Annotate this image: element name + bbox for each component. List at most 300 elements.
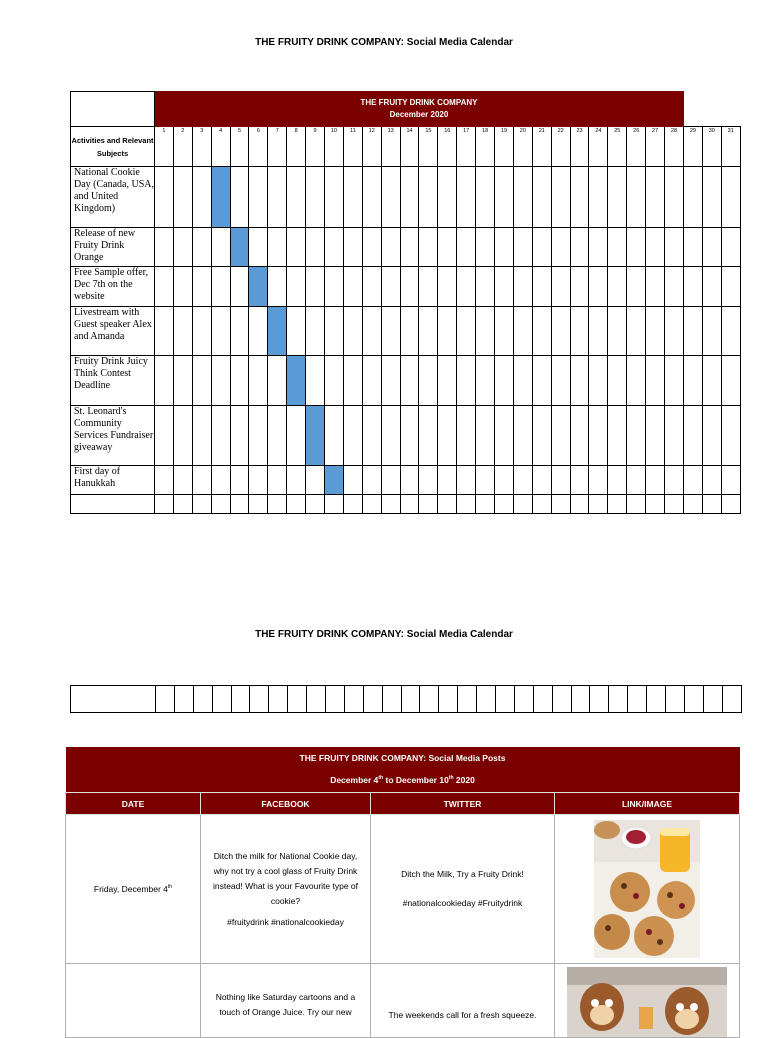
day-cell	[551, 167, 570, 228]
day-cell	[570, 307, 589, 356]
day-header: 13	[381, 127, 400, 167]
empty-cell	[570, 495, 589, 514]
day-cell	[513, 267, 532, 307]
day-cell	[495, 267, 514, 307]
day-cell	[249, 228, 268, 267]
day-cell	[495, 307, 514, 356]
day-cell	[513, 167, 532, 228]
day-cell	[476, 307, 495, 356]
document-title: THE FRUITY DRINK COMPANY: Social Media Calendar	[255, 37, 513, 48]
gantt-banner	[155, 92, 684, 127]
day-cell	[457, 267, 476, 307]
empty-cell	[457, 495, 476, 514]
day-cell	[268, 406, 287, 466]
day-cell	[721, 267, 740, 307]
grid-cell	[703, 686, 722, 713]
facebook-post	[201, 815, 371, 964]
day-cell	[627, 466, 646, 495]
day-cell	[287, 267, 306, 307]
day-cell	[362, 356, 381, 406]
activity-row	[71, 267, 741, 307]
day-cell	[268, 228, 287, 267]
day-cell	[721, 307, 740, 356]
day-cell	[287, 307, 306, 356]
day-cell	[362, 307, 381, 356]
day-cell	[249, 356, 268, 406]
day-cell	[646, 406, 665, 466]
facebook-post-text: Ditch the milk for National Cookie day, why not try a cool glass of Fruity Drink instead! What is your Favourite type of cookie?	[212, 850, 359, 906]
empty-cell	[155, 495, 174, 514]
day-cell	[400, 307, 419, 356]
grid-cell	[326, 686, 345, 713]
day-cell	[362, 267, 381, 307]
day-cell	[608, 356, 627, 406]
day-cell	[325, 167, 344, 228]
second-grid	[70, 685, 742, 713]
day-cell	[608, 228, 627, 267]
day-header: 27	[646, 127, 665, 167]
day-cell	[646, 228, 665, 267]
day-cell	[721, 228, 740, 267]
empty-cell	[381, 495, 400, 514]
header-twitter: TWITTER	[371, 793, 555, 815]
day-cell	[173, 466, 192, 495]
day-cell	[608, 406, 627, 466]
twitter-post	[371, 815, 555, 964]
grid-cell	[212, 686, 231, 713]
day-cell	[495, 167, 514, 228]
gantt-banner-gap	[683, 92, 740, 127]
empty-cell	[249, 495, 268, 514]
document-title-2: THE FRUITY DRINK COMPANY: Social Media Calendar	[255, 629, 513, 640]
day-cell	[570, 167, 589, 228]
grid-cell	[401, 686, 420, 713]
day-cell	[438, 167, 457, 228]
day-cell	[683, 356, 702, 406]
day-header: 3	[192, 127, 211, 167]
day-cell	[532, 167, 551, 228]
day-cell	[343, 307, 362, 356]
day-cell	[721, 466, 740, 495]
day-cell	[457, 167, 476, 228]
empty-cell	[476, 495, 495, 514]
activity-label: First day of Hanukkah	[71, 466, 155, 495]
day-cell	[287, 466, 306, 495]
day-cell	[627, 356, 646, 406]
grid-cell	[439, 686, 458, 713]
day-cell	[173, 228, 192, 267]
activity-label: Fruity Drink Juicy Think Contest Deadline	[71, 356, 155, 406]
day-cell	[362, 466, 381, 495]
day-cell	[702, 406, 721, 466]
day-header: 10	[325, 127, 344, 167]
day-cell	[438, 267, 457, 307]
activity-label: Free Sample offer, Dec 7th on the website	[71, 267, 155, 307]
day-cell	[230, 167, 249, 228]
schedule-bar	[287, 356, 306, 406]
cookies-juice-image	[594, 820, 700, 958]
empty-cell	[589, 495, 608, 514]
gantt-company: THE FRUITY DRINK COMPANY	[360, 98, 478, 107]
day-cell	[381, 167, 400, 228]
day-cell	[400, 228, 419, 267]
day-cell	[608, 466, 627, 495]
day-cell	[192, 267, 211, 307]
day-cell	[532, 228, 551, 267]
day-header: 11	[343, 127, 362, 167]
empty-cell	[400, 495, 419, 514]
day-cell	[551, 466, 570, 495]
day-cell	[476, 356, 495, 406]
day-header: 28	[665, 127, 684, 167]
header-date: DATE	[66, 793, 201, 815]
day-cell	[570, 267, 589, 307]
activity-row	[71, 307, 741, 356]
day-cell	[343, 466, 362, 495]
day-cell	[608, 307, 627, 356]
day-header: 17	[457, 127, 476, 167]
day-cell	[532, 356, 551, 406]
day-cell	[230, 466, 249, 495]
day-header: 9	[306, 127, 325, 167]
second-grid-row	[71, 686, 742, 713]
day-header: 4	[211, 127, 230, 167]
grid-cell	[628, 686, 647, 713]
day-cell	[173, 167, 192, 228]
day-cell	[665, 466, 684, 495]
day-cell	[627, 228, 646, 267]
empty-cell	[362, 495, 381, 514]
day-cell	[287, 406, 306, 466]
day-cell	[230, 406, 249, 466]
empty-cell	[532, 495, 551, 514]
grid-cell	[722, 686, 741, 713]
day-header: 7	[268, 127, 287, 167]
posts-table	[65, 747, 740, 1038]
schedule-bar	[211, 167, 230, 228]
day-header: 16	[438, 127, 457, 167]
day-cell	[438, 466, 457, 495]
day-cell	[211, 228, 230, 267]
day-cell	[268, 356, 287, 406]
day-cell	[325, 356, 344, 406]
post-row	[66, 964, 740, 1038]
day-cell	[721, 167, 740, 228]
day-header: 22	[551, 127, 570, 167]
cartoon-image	[567, 967, 727, 1037]
day-header: 30	[702, 127, 721, 167]
day-cell	[702, 228, 721, 267]
day-cell	[400, 267, 419, 307]
grid-cell	[647, 686, 666, 713]
day-cell	[551, 356, 570, 406]
activity-row	[71, 466, 741, 495]
day-cell	[155, 307, 174, 356]
day-cell	[702, 356, 721, 406]
empty-cell	[192, 495, 211, 514]
activity-label: Livestream with Guest speaker Alex and Amanda	[71, 307, 155, 356]
grid-cell	[156, 686, 175, 713]
day-cell	[627, 267, 646, 307]
twitter-post-2: The weekends call for a fresh squeeze.	[371, 964, 555, 1038]
day-cell	[192, 307, 211, 356]
grid-cell	[477, 686, 496, 713]
day-cell	[495, 228, 514, 267]
empty-cell	[665, 495, 684, 514]
gantt-month: December 2020	[389, 110, 449, 119]
day-header: 18	[476, 127, 495, 167]
day-cell	[211, 466, 230, 495]
day-cell	[419, 406, 438, 466]
day-cell	[306, 307, 325, 356]
day-cell	[476, 466, 495, 495]
day-cell	[589, 228, 608, 267]
day-cell	[155, 466, 174, 495]
day-cell	[627, 307, 646, 356]
day-cell	[608, 167, 627, 228]
day-cell	[646, 267, 665, 307]
day-header: 29	[683, 127, 702, 167]
day-cell	[192, 466, 211, 495]
day-cell	[646, 356, 665, 406]
day-cell	[287, 167, 306, 228]
grid-cell	[269, 686, 288, 713]
day-cell	[551, 228, 570, 267]
post-image-cell-2	[555, 964, 740, 1038]
grid-cell	[250, 686, 269, 713]
day-cell	[495, 466, 514, 495]
day-cell	[665, 267, 684, 307]
day-cell	[665, 406, 684, 466]
day-cell	[325, 267, 344, 307]
header-facebook: FACEBOOK	[201, 793, 371, 815]
empty-cell	[721, 495, 740, 514]
day-cell	[343, 228, 362, 267]
schedule-bar	[325, 466, 344, 495]
day-cell	[325, 228, 344, 267]
day-cell	[362, 228, 381, 267]
day-cell	[665, 356, 684, 406]
grid-cell	[288, 686, 307, 713]
day-cell	[665, 167, 684, 228]
day-cell	[551, 267, 570, 307]
day-cell	[173, 267, 192, 307]
day-header: 26	[627, 127, 646, 167]
day-cell	[532, 406, 551, 466]
day-cell	[589, 307, 608, 356]
grid-cell	[496, 686, 515, 713]
activity-row	[71, 356, 741, 406]
grid-cell	[71, 686, 156, 713]
empty-cell	[343, 495, 362, 514]
post-date: Friday, December 4th	[66, 815, 201, 964]
day-header: 12	[362, 127, 381, 167]
day-cell	[400, 466, 419, 495]
facebook-post-tags: #fruitydrink #nationalcookieday	[227, 916, 344, 927]
day-cell	[438, 307, 457, 356]
day-cell	[702, 307, 721, 356]
day-cell	[532, 466, 551, 495]
empty-cell	[513, 495, 532, 514]
day-header: 5	[230, 127, 249, 167]
day-cell	[513, 307, 532, 356]
empty-cell	[419, 495, 438, 514]
facebook-post-2: Nothing like Saturday cartoons and a touch of Orange Juice. Try our new	[201, 964, 371, 1038]
empty-cell	[211, 495, 230, 514]
day-cell	[683, 307, 702, 356]
day-cell	[173, 406, 192, 466]
day-cell	[589, 466, 608, 495]
day-cell	[287, 228, 306, 267]
grid-cell	[571, 686, 590, 713]
day-cell	[457, 466, 476, 495]
activity-label: St. Leonard's Community Services Fundraiser giveaway	[71, 406, 155, 466]
day-cell	[608, 267, 627, 307]
grid-cell	[552, 686, 571, 713]
twitter-post-text: Ditch the Milk, Try a Fruity Drink!	[401, 869, 524, 879]
day-cell	[400, 406, 419, 466]
day-cell	[362, 167, 381, 228]
day-cell	[343, 167, 362, 228]
day-cell	[438, 228, 457, 267]
day-cell	[192, 167, 211, 228]
day-cell	[721, 356, 740, 406]
day-cell	[457, 228, 476, 267]
day-cell	[306, 228, 325, 267]
schedule-bar	[268, 307, 287, 356]
day-cell	[532, 307, 551, 356]
empty-cell	[306, 495, 325, 514]
grid-cell	[684, 686, 703, 713]
day-cell	[457, 406, 476, 466]
empty-cell	[646, 495, 665, 514]
day-cell	[400, 167, 419, 228]
day-cell	[438, 356, 457, 406]
day-cell	[419, 267, 438, 307]
day-cell	[381, 267, 400, 307]
empty-cell	[268, 495, 287, 514]
day-header: 21	[532, 127, 551, 167]
day-cell	[230, 356, 249, 406]
day-cell	[570, 356, 589, 406]
day-cell	[343, 267, 362, 307]
day-cell	[683, 466, 702, 495]
activity-row	[71, 406, 741, 466]
schedule-bar	[306, 406, 325, 466]
day-cell	[325, 406, 344, 466]
day-cell	[665, 307, 684, 356]
grid-cell	[382, 686, 401, 713]
day-header: 14	[400, 127, 419, 167]
empty-cell	[438, 495, 457, 514]
day-cell	[476, 406, 495, 466]
day-cell	[211, 356, 230, 406]
gantt-calendar	[70, 91, 741, 514]
day-cell	[381, 466, 400, 495]
schedule-bar	[230, 228, 249, 267]
grid-cell	[363, 686, 382, 713]
day-cell	[325, 307, 344, 356]
day-cell	[381, 356, 400, 406]
day-cell	[513, 466, 532, 495]
grid-cell	[609, 686, 628, 713]
day-cell	[589, 267, 608, 307]
day-cell	[457, 307, 476, 356]
gantt-corner	[71, 92, 155, 127]
empty-cell	[173, 495, 192, 514]
day-cell	[249, 307, 268, 356]
day-cell	[532, 267, 551, 307]
day-cell	[343, 406, 362, 466]
grid-cell	[533, 686, 552, 713]
day-cell	[249, 406, 268, 466]
empty-cell	[551, 495, 570, 514]
day-cell	[551, 406, 570, 466]
schedule-bar	[249, 267, 268, 307]
day-cell	[419, 307, 438, 356]
day-cell	[438, 406, 457, 466]
day-cell	[155, 406, 174, 466]
day-cell	[381, 307, 400, 356]
grid-cell	[231, 686, 250, 713]
activity-row	[71, 167, 741, 228]
day-header: 31	[721, 127, 740, 167]
day-header: 1	[155, 127, 174, 167]
day-cell	[155, 228, 174, 267]
post-image-cell	[555, 815, 740, 964]
day-cell	[211, 406, 230, 466]
day-cell	[155, 167, 174, 228]
day-cell	[589, 406, 608, 466]
grid-cell	[420, 686, 439, 713]
activity-row	[71, 228, 741, 267]
day-cell	[268, 267, 287, 307]
day-cell	[400, 356, 419, 406]
day-cell	[683, 167, 702, 228]
day-cell	[683, 267, 702, 307]
day-cell	[381, 228, 400, 267]
day-cell	[683, 228, 702, 267]
day-cell	[306, 356, 325, 406]
empty-cell	[683, 495, 702, 514]
day-cell	[306, 267, 325, 307]
day-cell	[211, 267, 230, 307]
day-cell	[155, 267, 174, 307]
day-cell	[457, 356, 476, 406]
day-cell	[173, 356, 192, 406]
grid-cell	[193, 686, 212, 713]
grid-cell	[307, 686, 326, 713]
day-cell	[627, 167, 646, 228]
day-cell	[570, 406, 589, 466]
day-cell	[683, 406, 702, 466]
day-cell	[249, 466, 268, 495]
day-cell	[343, 356, 362, 406]
post-row	[66, 815, 740, 964]
day-header: 24	[589, 127, 608, 167]
grid-cell	[590, 686, 609, 713]
day-cell	[192, 228, 211, 267]
day-cell	[419, 167, 438, 228]
day-header: 20	[513, 127, 532, 167]
day-cell	[230, 307, 249, 356]
day-cell	[476, 167, 495, 228]
day-cell	[495, 406, 514, 466]
post-date-2	[66, 964, 201, 1038]
day-cell	[306, 167, 325, 228]
day-cell	[173, 307, 192, 356]
day-cell	[419, 466, 438, 495]
